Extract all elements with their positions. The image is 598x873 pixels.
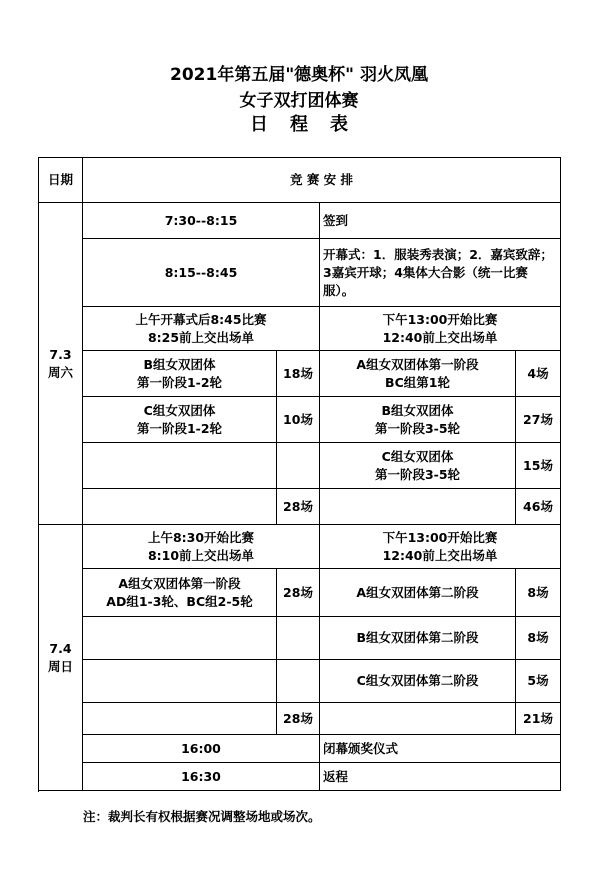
header-row (39, 158, 561, 203)
day1-pm-event-1: A组女双团体第一阶段 BC组第1轮 (320, 351, 516, 397)
day2-session-head-row (39, 525, 561, 569)
day2-return-time: 16:30 (83, 763, 320, 791)
footnote: 注：裁判长有权根据赛况调整场地或场次。 (83, 809, 321, 824)
day2-am-total: 28场 (277, 703, 320, 735)
day1-opening-row (39, 239, 561, 307)
day2-am-event-3 (83, 660, 277, 703)
day1-pm-total-blank (320, 489, 516, 525)
day2-pm-count-1: 8场 (516, 569, 561, 617)
day1-opening-time: 8:15--8:45 (83, 239, 320, 307)
day2-pm-total: 21场 (516, 703, 561, 735)
day2-pm-count-2: 8场 (516, 617, 561, 660)
table-row (39, 660, 561, 703)
day1-opening-label: 开幕式：1．服装秀表演；2．嘉宾致辞；3嘉宾开球；4集体大合影（统一比赛服）。 (320, 239, 561, 307)
day2-pm-event-1: A组女双团体第二阶段 (320, 569, 516, 617)
day2-closing-time: 16:00 (83, 735, 320, 763)
day2-pm-event-3: C组女双团体第二阶段 (320, 660, 516, 703)
day1-am-total: 28场 (277, 489, 320, 525)
schedule-table (38, 157, 561, 791)
day1-pm-total: 46场 (516, 489, 561, 525)
day1-pm-count-2: 27场 (516, 397, 561, 443)
title-line-1: 2021年第五届"德奥杯" 羽火凤凰 (170, 65, 428, 85)
day1-total-row (39, 489, 561, 525)
day2-am-event-1: A组女双团体第一阶段 AD组1-3轮、BC组2-5轮 (83, 569, 277, 617)
day2-closing-row (39, 735, 561, 763)
day1-am-total-blank (83, 489, 277, 525)
table-row (39, 397, 561, 443)
day2-pm-count-3: 5场 (516, 660, 561, 703)
day2-am-event-2 (83, 617, 277, 660)
day1-pm-count-3: 15场 (516, 443, 561, 489)
header-date: 日期 (39, 158, 83, 203)
day1-am-count-1: 18场 (277, 351, 320, 397)
table-row (39, 569, 561, 617)
day2-pm-event-2: B组女双团体第二阶段 (320, 617, 516, 660)
day1-signin-label: 签到 (320, 203, 561, 239)
day1-am-event-1: B组女双团体 第一阶段1-2轮 (83, 351, 277, 397)
day1-am-event-3 (83, 443, 277, 489)
day2-return-label: 返程 (320, 763, 561, 791)
day1-pm-event-3: C组女双团体 第一阶段3-5轮 (320, 443, 516, 489)
day2-am-count-1: 28场 (277, 569, 320, 617)
title-line-2: 女子双打团体赛 (239, 91, 359, 111)
day2-closing-label: 闭幕颁奖仪式 (320, 735, 561, 763)
day1-session-head-row (39, 307, 561, 351)
day1-signin-row (39, 203, 561, 239)
day2-return-row (39, 763, 561, 791)
day1-pm-head: 下午13:00开始比赛 12:40前上交出场单 (320, 307, 561, 351)
day2-am-count-3 (277, 660, 320, 703)
table-row (39, 443, 561, 489)
title-line-3: 日程表 (250, 114, 370, 135)
day2-am-total-blank (83, 703, 277, 735)
day2-am-count-2 (277, 617, 320, 660)
day2-am-head: 上午8:30开始比赛 8:10前上交出场单 (83, 525, 320, 569)
day1-pm-count-1: 4场 (516, 351, 561, 397)
day1-am-count-3 (277, 443, 320, 489)
day2-pm-total-blank (320, 703, 516, 735)
table-row (39, 617, 561, 660)
day1-am-event-2: C组女双团体 第一阶段1-2轮 (83, 397, 277, 443)
day2-pm-head: 下午13:00开始比赛 12:40前上交出场单 (320, 525, 561, 569)
day2-total-row (39, 703, 561, 735)
day2-date: 7.4 周日 (39, 525, 83, 791)
day1-am-count-2: 10场 (277, 397, 320, 443)
header-schedule: 竞 赛 安 排 (83, 158, 561, 203)
table-row (39, 351, 561, 397)
day1-pm-event-2: B组女双团体 第一阶段3-5轮 (320, 397, 516, 443)
day1-date: 7.3 周六 (39, 203, 83, 525)
day1-am-head: 上午开幕式后8:45比赛 8:25前上交出场单 (83, 307, 320, 351)
day1-signin-time: 7:30--8:15 (83, 203, 320, 239)
